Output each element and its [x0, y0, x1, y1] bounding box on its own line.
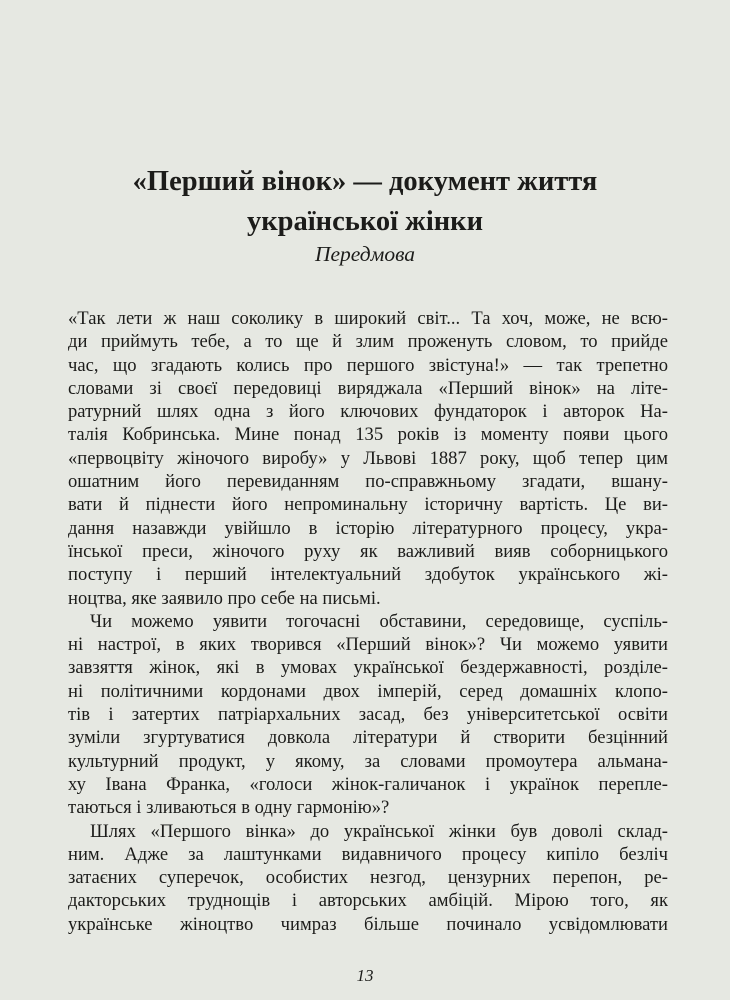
text-line: словами зі своєї передовиці виряджала «Перший вінок» на літе-	[68, 377, 668, 399]
text-line: «Так лети ж наш соколику в широкий світ... Та хоч, може, не всю-	[68, 308, 668, 329]
text-line: Шлях «Першого вінка» до української жінки був доволі склад-	[90, 820, 668, 842]
text-line: поступу і перший інтелектуальний здобуток українського жі-	[68, 564, 668, 586]
text-line: затаєних суперечок, особистих незгод, цензурних перепон, ре-	[68, 867, 668, 889]
chapter-subtitle: Передмова	[314, 242, 416, 266]
text-line: Чи можемо уявити тогочасні обставини, середовище, суспіль-	[90, 610, 668, 632]
text-line: ху Івана Франка, «голоси жінок-галичанок і українок перепле-	[68, 773, 668, 795]
text-line: ні політичними кордонами двох імперій, серед домашніх клопо-	[68, 680, 668, 702]
text-line: талія Кобринська. Мине понад 135 років із моменту появи цього	[68, 424, 668, 446]
text-line: таються і зливаються в одну гармонію»?	[68, 797, 390, 819]
text-line: завзяття жінок, які в умовах української бездержавності, розділе-	[68, 657, 668, 679]
text-line: ди приймуть тебе, а то ще й злим проженуть словом, то прийде	[68, 331, 668, 353]
text-line: ноцтва, яке заявило про себе на письмі.	[68, 587, 381, 609]
text-line: зуміли згуртуватися довкола літератури й створити безцінний	[68, 727, 668, 749]
text-line: їнської преси, жіночого руху як важливий вияв соборницького	[68, 540, 668, 562]
page-number: 13	[356, 966, 374, 985]
chapter-title	[60, 162, 670, 242]
chapter-title-line: «Перший вінок» — документ життя	[132, 166, 598, 197]
text-line: час, що згадають колись про першого звістуна!» — так трепетно	[68, 354, 668, 376]
text-line: ним. Адже за лаштунками видавничого процесу кипіло безліч	[68, 843, 668, 865]
text-line: ошатним його перевиданням по-справжньому згадати, вшану-	[68, 471, 668, 493]
body-text	[68, 307, 668, 936]
text-line: тів і затертих патріархальних засад, без університетської освіти	[68, 704, 668, 726]
text-line: культурний продукт, у якому, за словами промоутера альмана-	[68, 750, 668, 772]
chapter-title-line: української жінки	[246, 206, 483, 237]
text-line: ратурний шлях одна з його ключових фундаторок і авторок На-	[68, 401, 668, 423]
text-line: дання назавжди увійшло в історію літературного процесу, укра-	[68, 517, 668, 539]
text-line: «первоцвіту жіночого виробу» у Львові 1887 року, щоб тепер цим	[68, 447, 668, 469]
text-line: ні настрої, в яких творився «Перший вінок»? Чи можемо уявити	[68, 634, 668, 656]
text-line: вати й піднести його непроминальну історичну вартість. Це ви-	[68, 494, 668, 516]
text-line: українське жіноцтво чимраз більше починало усвідомлювати	[68, 913, 668, 935]
text-line: дакторських труднощів і авторських амбіцій. Мірою того, як	[68, 890, 668, 912]
